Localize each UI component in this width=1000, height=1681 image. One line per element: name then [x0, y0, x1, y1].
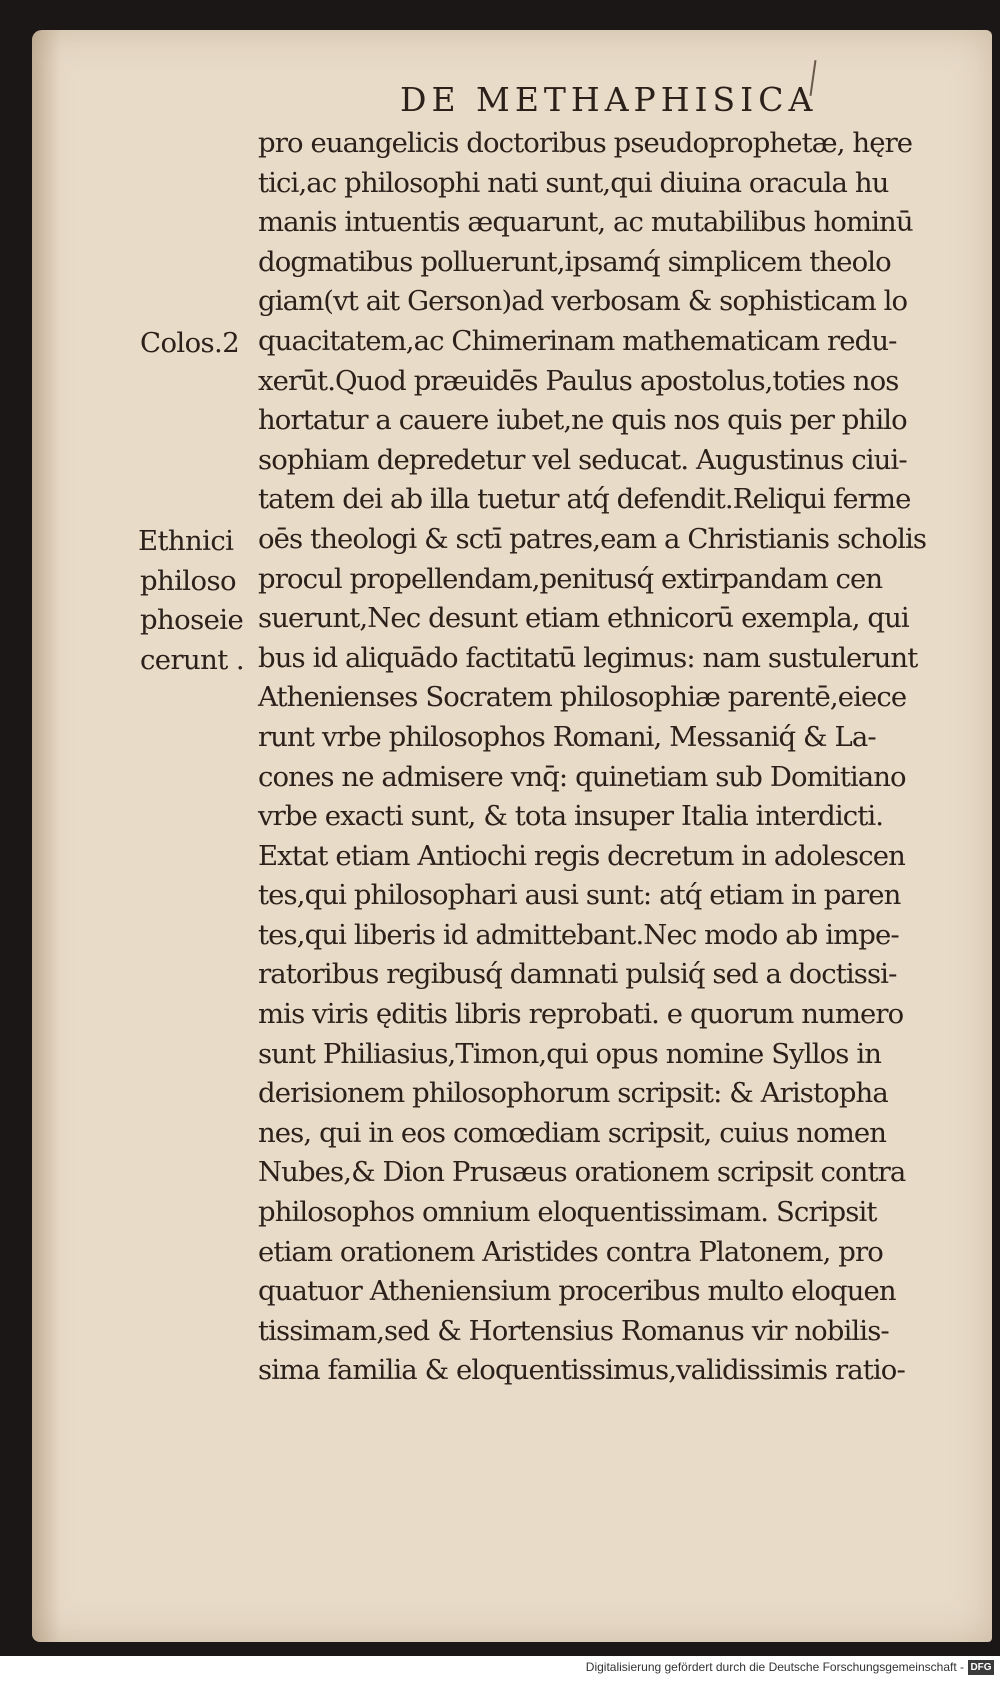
- margin-note-ethnici: Ethnici: [138, 525, 234, 557]
- text-line: manis intuentis æquarunt, ac mutabilibus hominū: [258, 206, 913, 239]
- margin-note-cerunt: cerunt .: [140, 644, 244, 676]
- text-line: quacitatem,ac Chimerinam mathematicam redu-: [258, 324, 897, 357]
- text-line: hortatur a cauere iubet,ne quis nos quis per philo: [258, 404, 907, 437]
- funding-credit: Digitalisierung gefördert durch die Deutsche Forschungsgemeinschaft -: [585, 1660, 964, 1674]
- text-line: Athenienses Socratem philosophiæ parentē,eiece: [258, 681, 907, 714]
- body-text: [258, 124, 968, 1391]
- page-shadow-edge: [32, 30, 60, 1642]
- text-line: xerūt.Quod præuidēs Paulus apostolus,toties nos: [258, 364, 899, 397]
- footer-bar: [0, 1656, 1000, 1681]
- text-line: dogmatibus polluerunt,ipsamq́ simplicem theolo: [258, 245, 891, 278]
- text-line: nes, qui in eos comœdiam scripsit, cuius nomen: [258, 1116, 887, 1149]
- text-line: vrbe exacti sunt, & tota insuper Italia interdicti.: [258, 800, 884, 833]
- text-line: runt vrbe philosophos Romani, Messaniq́ & La-: [258, 720, 876, 753]
- text-line: procul propellendam,penitusq́ extirpandam cen: [258, 562, 883, 595]
- text-line: derisionem philosophorum scripsit: & Aristopha: [258, 1077, 888, 1110]
- text-line: cones ne admisere vnq̄: quinetiam sub Domitiano: [258, 760, 906, 793]
- text-line: tissimam,sed & Hortensius Romanus vir nobilis-: [258, 1314, 889, 1347]
- text-line: bus id aliquādo factitatū legimus: nam sustulerunt: [258, 641, 918, 674]
- text-line: tes,qui liberis id admittebant.Nec modo ab impe-: [258, 918, 899, 951]
- text-line: etiam orationem Aristides contra Platonem, pro: [258, 1235, 883, 1268]
- text-line: philosophos omnium eloquentissimam. Scripsit: [258, 1196, 877, 1229]
- text-line: sunt Philiasius,Timon,qui opus nomine Syllos in: [258, 1037, 882, 1070]
- margin-note-colos: Colos.2: [140, 327, 240, 359]
- text-line: giam(vt ait Gerson)ad verbosam & sophisticam lo: [258, 285, 908, 318]
- text-line: suerunt,Nec desunt etiam ethnicorū exempla, qui: [258, 602, 909, 635]
- text-line: Nubes,& Dion Prusæus orationem scripsit contra: [258, 1156, 906, 1189]
- text-line: oēs theologi & sctī patres,eam a Christianis scholis: [258, 522, 927, 555]
- text-line: mis viris ęditis libris reprobati. e quorum numero: [258, 998, 904, 1031]
- text-line: pro euangelicis doctoribus pseudoprophetæ, hęre: [258, 127, 913, 159]
- text-line: tatem dei ab illa tuetur atq́ defendit.Reliqui ferme: [258, 483, 911, 516]
- dfg-logo: DFG: [968, 1660, 994, 1675]
- margin-note-philoso: philoso: [140, 565, 236, 597]
- text-line: tici,ac philosophi nati sunt,qui diuina oracula hu: [258, 166, 889, 199]
- text-line: sima familia & eloquentissimus,validissimis ratio-: [258, 1354, 905, 1387]
- running-head: DE METHAPHISICA: [400, 80, 818, 119]
- margin-note-phoseie: phoseie: [140, 604, 244, 636]
- text-line: quatuor Atheniensium proceribus multo eloquen: [258, 1275, 896, 1308]
- text-line: ratoribus regibusq́ damnati pulsiq́ sed a doctissi-: [258, 958, 897, 991]
- text-line: Extat etiam Antiochi regis decretum in adolescen: [258, 839, 905, 872]
- text-line: sophiam depredetur vel seducat. Augustinus ciui-: [258, 443, 907, 476]
- text-line: tes,qui philosophari ausi sunt: atq́ etiam in paren: [258, 879, 901, 912]
